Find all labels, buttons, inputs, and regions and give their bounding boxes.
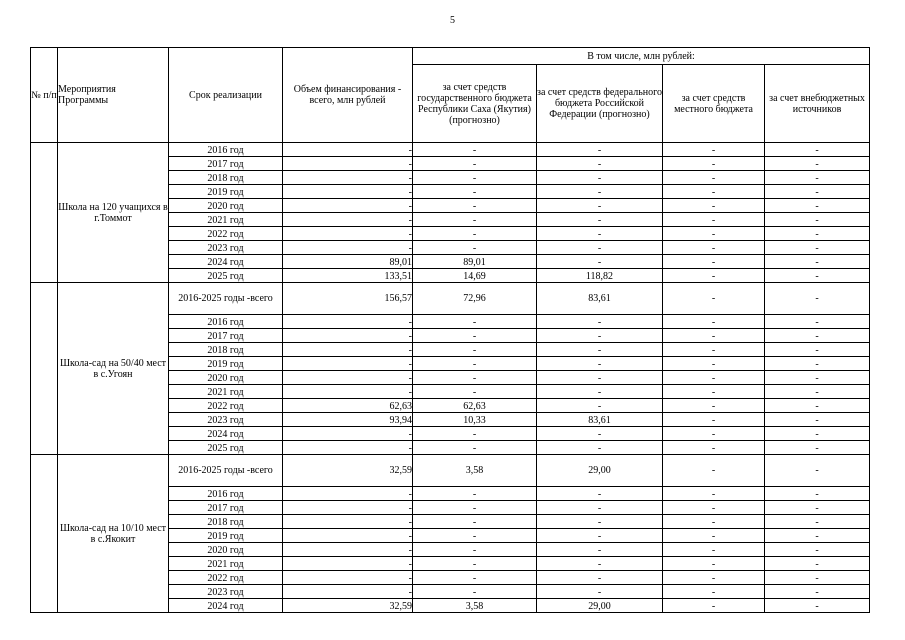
federal-cell: -	[537, 543, 663, 557]
period-cell: 2024 год	[169, 427, 283, 441]
local-cell: -	[663, 157, 765, 171]
total-cell: -	[283, 329, 413, 343]
total-cell: -	[283, 315, 413, 329]
republic-cell: -	[413, 213, 537, 227]
header-federal: за счет средств федерального бюджета Российской Федерации (прогнозно)	[537, 65, 663, 143]
row-number-cell	[31, 143, 58, 283]
local-cell: -	[663, 199, 765, 213]
federal-cell: -	[537, 241, 663, 255]
federal-cell: -	[537, 357, 663, 371]
federal-cell: 83,61	[537, 413, 663, 427]
event-name-cell: Школа-сад на 50/40 мест в с.Угоян	[58, 283, 169, 455]
period-cell: 2017 год	[169, 157, 283, 171]
republic-cell: 3,58	[413, 455, 537, 487]
republic-cell: 14,69	[413, 269, 537, 283]
offbudget-cell: -	[765, 455, 870, 487]
period-cell: 2016-2025 годы -всего	[169, 455, 283, 487]
republic-cell: 62,63	[413, 399, 537, 413]
federal-cell: -	[537, 143, 663, 157]
table-body	[31, 143, 870, 613]
federal-cell: -	[537, 157, 663, 171]
header-local: за счет средств местного бюджета	[663, 65, 765, 143]
federal-cell: -	[537, 227, 663, 241]
financing-table	[30, 47, 870, 613]
local-cell: -	[663, 357, 765, 371]
offbudget-cell: -	[765, 557, 870, 571]
event-name-cell: Школа на 120 учащихся в г.Томмот	[58, 143, 169, 283]
federal-cell: -	[537, 529, 663, 543]
offbudget-cell: -	[765, 399, 870, 413]
local-cell: -	[663, 213, 765, 227]
federal-cell: 29,00	[537, 599, 663, 613]
period-cell: 2022 год	[169, 399, 283, 413]
federal-cell: -	[537, 255, 663, 269]
republic-cell: -	[413, 357, 537, 371]
header-period: Срок реализации	[169, 48, 283, 143]
offbudget-cell: -	[765, 171, 870, 185]
total-cell: -	[283, 241, 413, 255]
total-cell: -	[283, 199, 413, 213]
total-cell: -	[283, 501, 413, 515]
republic-cell: -	[413, 427, 537, 441]
federal-cell: -	[537, 571, 663, 585]
total-cell: -	[283, 213, 413, 227]
offbudget-cell: -	[765, 529, 870, 543]
total-cell: 62,63	[283, 399, 413, 413]
federal-cell: -	[537, 427, 663, 441]
total-cell: 89,01	[283, 255, 413, 269]
total-cell: -	[283, 487, 413, 501]
republic-cell: -	[413, 343, 537, 357]
period-cell: 2024 год	[169, 599, 283, 613]
total-cell: -	[283, 543, 413, 557]
local-cell: -	[663, 487, 765, 501]
offbudget-cell: -	[765, 571, 870, 585]
total-cell: -	[283, 185, 413, 199]
local-cell: -	[663, 255, 765, 269]
offbudget-cell: -	[765, 343, 870, 357]
period-cell: 2019 год	[169, 529, 283, 543]
federal-cell: 29,00	[537, 455, 663, 487]
republic-cell: -	[413, 515, 537, 529]
total-cell: -	[283, 557, 413, 571]
federal-cell: -	[537, 315, 663, 329]
republic-cell: -	[413, 385, 537, 399]
republic-cell: -	[413, 529, 537, 543]
republic-cell: -	[413, 487, 537, 501]
republic-cell: -	[413, 185, 537, 199]
local-cell: -	[663, 399, 765, 413]
offbudget-cell: -	[765, 599, 870, 613]
republic-cell: -	[413, 543, 537, 557]
period-cell: 2020 год	[169, 543, 283, 557]
offbudget-cell: -	[765, 255, 870, 269]
federal-cell: -	[537, 343, 663, 357]
republic-cell: -	[413, 329, 537, 343]
offbudget-cell: -	[765, 487, 870, 501]
header-including: В том числе, млн рублей:	[413, 48, 870, 65]
local-cell: -	[663, 501, 765, 515]
federal-cell: -	[537, 185, 663, 199]
total-cell: -	[283, 171, 413, 185]
local-cell: -	[663, 515, 765, 529]
period-cell: 2023 год	[169, 413, 283, 427]
local-cell: -	[663, 329, 765, 343]
local-cell: -	[663, 371, 765, 385]
header-republic: за счет средств государственного бюджета Республики Саха (Якутия) (прогнозно)	[413, 65, 537, 143]
total-cell: -	[283, 357, 413, 371]
period-cell: 2021 год	[169, 213, 283, 227]
federal-cell: -	[537, 585, 663, 599]
offbudget-cell: -	[765, 185, 870, 199]
federal-cell: -	[537, 515, 663, 529]
offbudget-cell: -	[765, 501, 870, 515]
federal-cell: -	[537, 385, 663, 399]
table-row	[31, 455, 870, 487]
total-cell: -	[283, 441, 413, 455]
local-cell: -	[663, 557, 765, 571]
period-cell: 2022 год	[169, 571, 283, 585]
total-cell: -	[283, 385, 413, 399]
header-num: № п/п	[31, 48, 58, 143]
federal-cell: 118,82	[537, 269, 663, 283]
total-cell: 156,57	[283, 283, 413, 315]
local-cell: -	[663, 343, 765, 357]
republic-cell: -	[413, 371, 537, 385]
period-cell: 2016 год	[169, 143, 283, 157]
period-cell: 2024 год	[169, 255, 283, 269]
offbudget-cell: -	[765, 241, 870, 255]
period-cell: 2021 год	[169, 385, 283, 399]
offbudget-cell: -	[765, 213, 870, 227]
local-cell: -	[663, 413, 765, 427]
offbudget-cell: -	[765, 427, 870, 441]
local-cell: -	[663, 269, 765, 283]
period-cell: 2016 год	[169, 315, 283, 329]
offbudget-cell: -	[765, 413, 870, 427]
republic-cell: -	[413, 315, 537, 329]
local-cell: -	[663, 315, 765, 329]
republic-cell: 3,58	[413, 599, 537, 613]
local-cell: -	[663, 385, 765, 399]
offbudget-cell: -	[765, 515, 870, 529]
header-offbudget: за счет внебюджетных источников	[765, 65, 870, 143]
federal-cell: -	[537, 171, 663, 185]
offbudget-cell: -	[765, 585, 870, 599]
local-cell: -	[663, 241, 765, 255]
republic-cell: -	[413, 441, 537, 455]
offbudget-cell: -	[765, 329, 870, 343]
period-cell: 2018 год	[169, 343, 283, 357]
local-cell: -	[663, 143, 765, 157]
total-cell: 133,51	[283, 269, 413, 283]
period-cell: 2016 год	[169, 487, 283, 501]
local-cell: -	[663, 171, 765, 185]
total-cell: -	[283, 143, 413, 157]
local-cell: -	[663, 571, 765, 585]
table-row	[31, 143, 870, 157]
offbudget-cell: -	[765, 157, 870, 171]
republic-cell: -	[413, 501, 537, 515]
federal-cell: -	[537, 557, 663, 571]
offbudget-cell: -	[765, 143, 870, 157]
republic-cell: -	[413, 171, 537, 185]
republic-cell: 72,96	[413, 283, 537, 315]
table-row	[31, 283, 870, 315]
total-cell: -	[283, 427, 413, 441]
local-cell: -	[663, 185, 765, 199]
period-cell: 2021 год	[169, 557, 283, 571]
local-cell: -	[663, 227, 765, 241]
federal-cell: -	[537, 371, 663, 385]
republic-cell: -	[413, 227, 537, 241]
total-cell: 32,59	[283, 599, 413, 613]
period-cell: 2017 год	[169, 329, 283, 343]
republic-cell: -	[413, 241, 537, 255]
period-cell: 2017 год	[169, 501, 283, 515]
local-cell: -	[663, 441, 765, 455]
total-cell: -	[283, 585, 413, 599]
federal-cell: -	[537, 213, 663, 227]
republic-cell: -	[413, 557, 537, 571]
local-cell: -	[663, 427, 765, 441]
period-cell: 2020 год	[169, 199, 283, 213]
period-cell: 2018 год	[169, 171, 283, 185]
republic-cell: 89,01	[413, 255, 537, 269]
period-cell: 2019 год	[169, 357, 283, 371]
republic-cell: -	[413, 157, 537, 171]
offbudget-cell: -	[765, 199, 870, 213]
local-cell: -	[663, 455, 765, 487]
page-number: 5	[450, 15, 455, 26]
period-cell: 2020 год	[169, 371, 283, 385]
offbudget-cell: -	[765, 385, 870, 399]
offbudget-cell: -	[765, 269, 870, 283]
federal-cell: -	[537, 329, 663, 343]
header-total: Объем финансирования - всего, млн рублей	[283, 48, 413, 143]
offbudget-cell: -	[765, 227, 870, 241]
total-cell: -	[283, 529, 413, 543]
local-cell: -	[663, 599, 765, 613]
header-event: Мероприятия Программы	[58, 48, 169, 143]
period-cell: 2019 год	[169, 185, 283, 199]
local-cell: -	[663, 543, 765, 557]
row-number-cell	[31, 455, 58, 613]
offbudget-cell: -	[765, 357, 870, 371]
offbudget-cell: -	[765, 441, 870, 455]
republic-cell: -	[413, 571, 537, 585]
total-cell: 32,59	[283, 455, 413, 487]
period-cell: 2025 год	[169, 269, 283, 283]
offbudget-cell: -	[765, 283, 870, 315]
row-number-cell	[31, 283, 58, 455]
republic-cell: -	[413, 199, 537, 213]
period-cell: 2023 год	[169, 241, 283, 255]
federal-cell: -	[537, 399, 663, 413]
period-cell: 2018 год	[169, 515, 283, 529]
republic-cell: -	[413, 585, 537, 599]
total-cell: -	[283, 157, 413, 171]
federal-cell: -	[537, 199, 663, 213]
offbudget-cell: -	[765, 315, 870, 329]
total-cell: -	[283, 571, 413, 585]
offbudget-cell: -	[765, 371, 870, 385]
period-cell: 2023 год	[169, 585, 283, 599]
event-name-cell: Школа-сад на 10/10 мест в с.Якокит	[58, 455, 169, 613]
federal-cell: -	[537, 441, 663, 455]
federal-cell: -	[537, 501, 663, 515]
total-cell: -	[283, 515, 413, 529]
republic-cell: -	[413, 143, 537, 157]
total-cell: -	[283, 227, 413, 241]
federal-cell: -	[537, 487, 663, 501]
local-cell: -	[663, 529, 765, 543]
total-cell: -	[283, 371, 413, 385]
period-cell: 2016-2025 годы -всего	[169, 283, 283, 315]
federal-cell: 83,61	[537, 283, 663, 315]
local-cell: -	[663, 283, 765, 315]
total-cell: 93,94	[283, 413, 413, 427]
offbudget-cell: -	[765, 543, 870, 557]
period-cell: 2022 год	[169, 227, 283, 241]
republic-cell: 10,33	[413, 413, 537, 427]
period-cell: 2025 год	[169, 441, 283, 455]
total-cell: -	[283, 343, 413, 357]
local-cell: -	[663, 585, 765, 599]
